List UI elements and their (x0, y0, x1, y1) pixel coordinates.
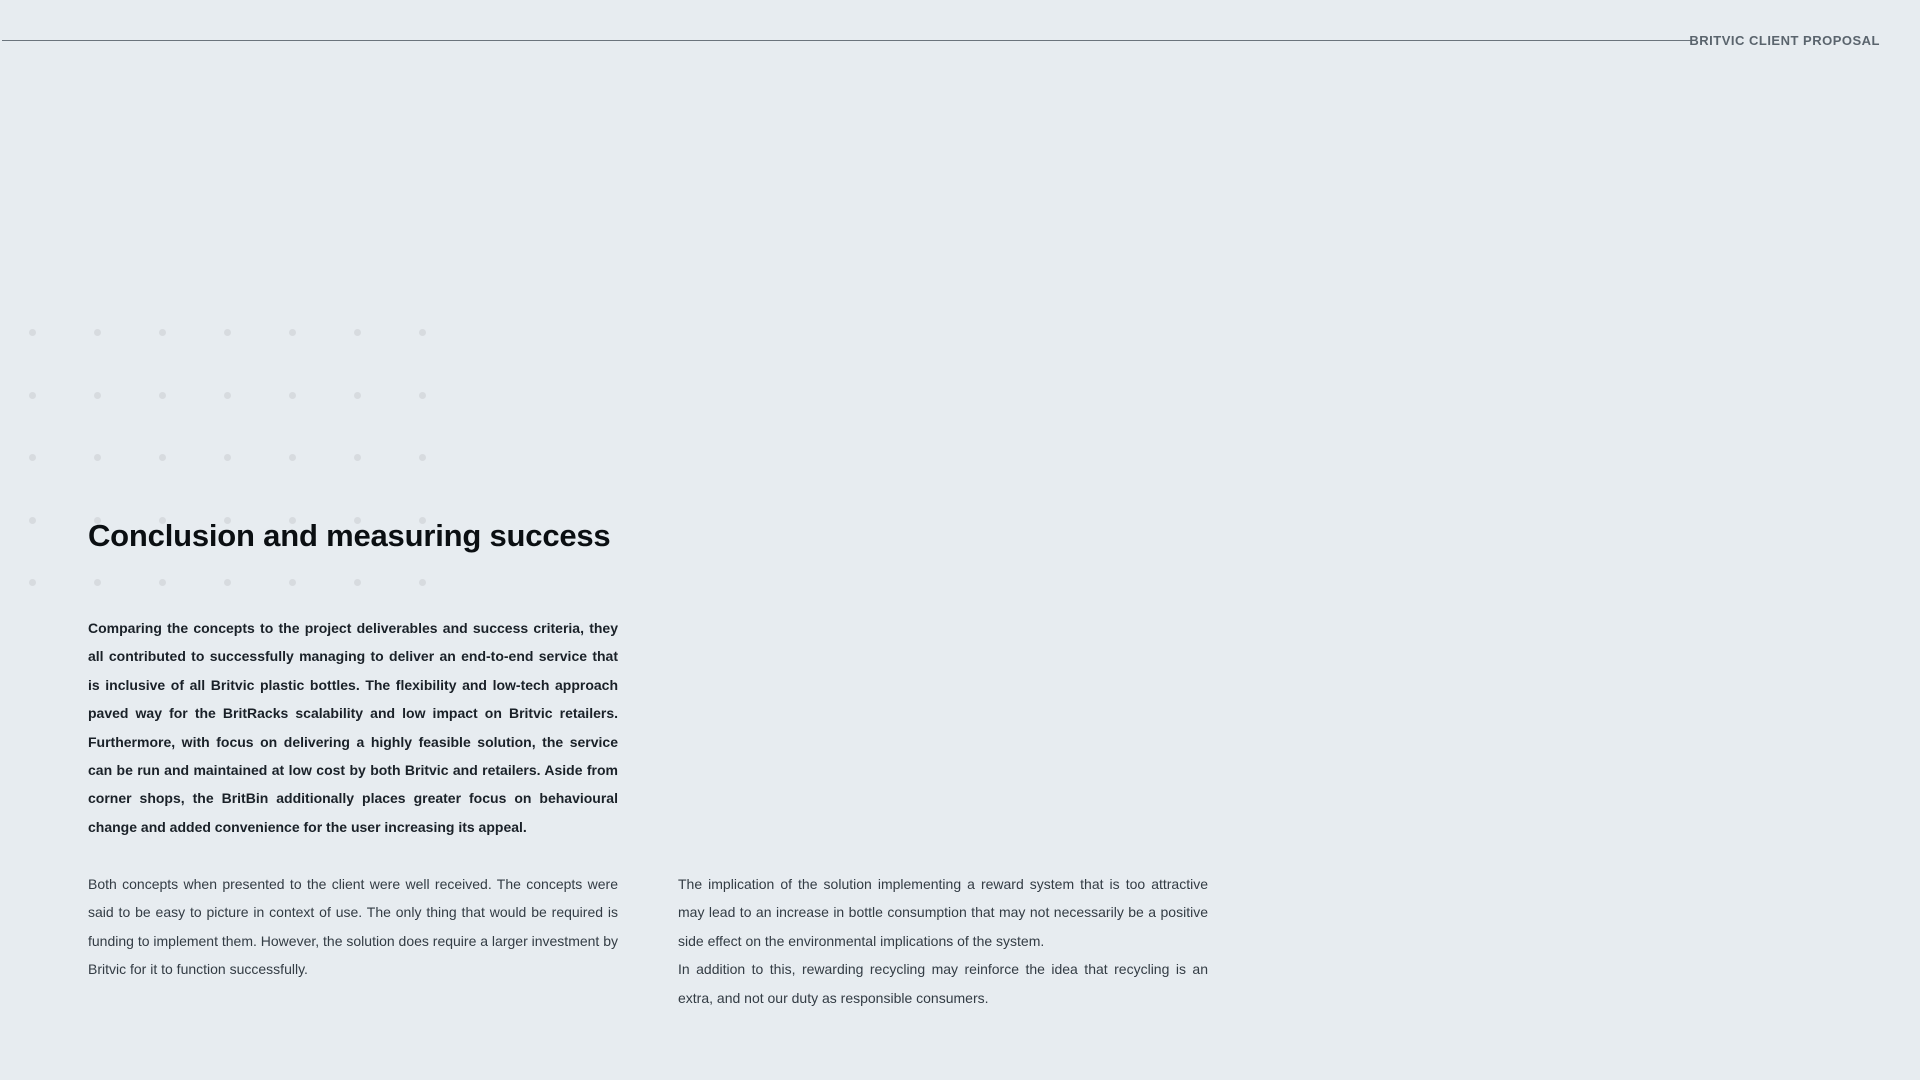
right-column-paragraph-1: The implication of the solution implementing a reward system that is too attractive may lead to an increase in bottle consumption that may not necessarily be a positive side effect on the environmental implications of the system. (678, 876, 1208, 949)
decorative-dot (224, 329, 231, 336)
decorative-dot (29, 329, 36, 336)
decorative-dot (354, 579, 361, 586)
decorative-dot (224, 454, 231, 461)
header-label: BRITVIC CLIENT PROPOSAL (1689, 33, 1880, 48)
right-column (678, 870, 1208, 1012)
decorative-dot (354, 329, 361, 336)
decorative-dot (29, 392, 36, 399)
decorative-dot (94, 579, 101, 586)
decorative-dot (224, 392, 231, 399)
decorative-dot (224, 579, 231, 586)
decorative-dot (289, 579, 296, 586)
decorative-dot (289, 392, 296, 399)
left-column-paragraph: Both concepts when presented to the client were well received. The concepts were said to be easy to picture in context of use. The only thing that would be required is funding to implement them. However, the solution does require a larger investment by Britvic for it to function successfully. (88, 876, 618, 978)
decorative-dot (29, 579, 36, 586)
decorative-dot (159, 579, 166, 586)
decorative-dot (29, 517, 36, 524)
decorative-dot (419, 329, 426, 336)
left-column (88, 870, 618, 984)
decorative-dot (289, 329, 296, 336)
decorative-dot (29, 454, 36, 461)
decorative-dot (94, 454, 101, 461)
decorative-dot (354, 454, 361, 461)
decorative-dot (354, 392, 361, 399)
decorative-dot (419, 392, 426, 399)
decorative-dot (94, 392, 101, 399)
decorative-dot (159, 329, 166, 336)
decorative-dot (419, 579, 426, 586)
decorative-dot (94, 329, 101, 336)
decorative-dot (419, 454, 426, 461)
right-column-paragraph-2: In addition to this, rewarding recycling may reinforce the idea that recycling is an extra, and not our duty as responsible consumers. (678, 961, 1208, 1006)
page-title: Conclusion and measuring success (88, 518, 611, 553)
decorative-dot (159, 454, 166, 461)
decorative-dot (289, 454, 296, 461)
lead-paragraph: Comparing the concepts to the project deliverables and success criteria, they all contributed to successfully managing to deliver an end-to-end service that is inclusive of all Britvic plastic bottles. The flexibility and low-tech approach paved way for the BritRacks scalability and low impact on Britvic retailers. Furthermore, with focus on delivering a highly feasible solution, the service can be run and maintained at low cost by both Britvic and retailers. Aside from corner shops, the BritBin additionally places greater focus on behavioural change and added convenience for the user increasing its appeal. (88, 620, 618, 835)
decorative-dot (159, 392, 166, 399)
